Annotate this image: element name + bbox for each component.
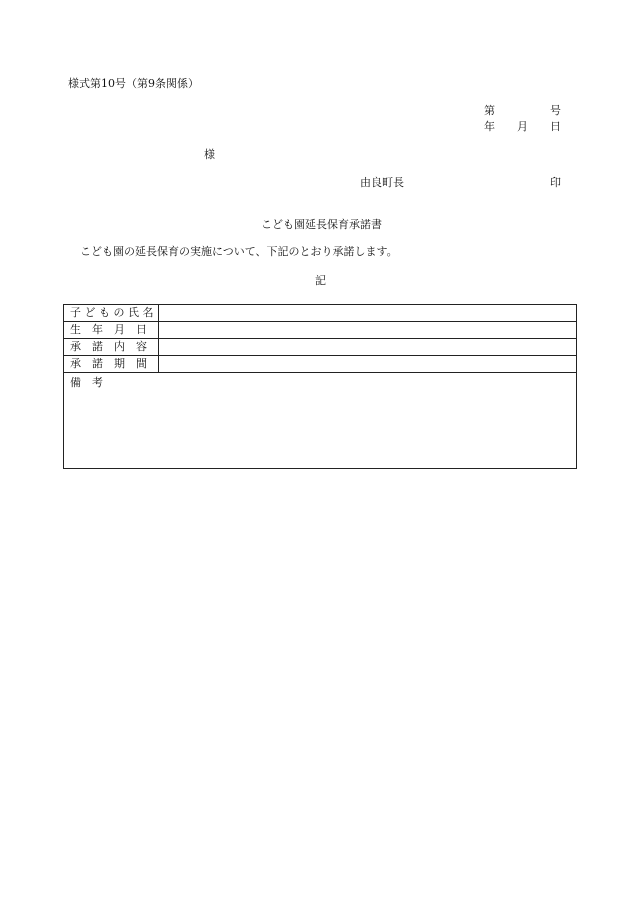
- child-name-field[interactable]: [160, 305, 576, 321]
- table-row-birthdate: [64, 322, 576, 339]
- birthdate-label: 生 年 月 日: [64, 322, 159, 338]
- approval-detail-field[interactable]: [160, 339, 576, 355]
- record-table: [63, 304, 577, 469]
- table-row-child-name: [64, 305, 576, 322]
- approval-detail-label: 承 諾 内 容: [64, 339, 159, 355]
- date-month-label: 月: [517, 120, 528, 133]
- document-number-suffix: 号: [550, 104, 561, 117]
- issuer-title: 由良町長: [360, 176, 404, 189]
- approval-period-label: 承 諾 期 間: [64, 356, 159, 372]
- seal-mark: 印: [550, 176, 561, 189]
- birthdate-field[interactable]: [160, 322, 576, 338]
- table-row-approval-period: [64, 356, 576, 373]
- approval-period-field[interactable]: [160, 356, 576, 372]
- addressee-honorific: 様: [204, 148, 215, 161]
- document-number-label: 第: [484, 104, 495, 117]
- body-text: こども園の延長保育の実施について、下記のとおり承諾します。: [80, 245, 398, 258]
- child-name-label: 子 ど も の 氏 名: [64, 305, 159, 321]
- remarks-label: 備 考: [70, 376, 103, 389]
- document-title: こども園延長保育承諾書: [261, 218, 382, 231]
- date-day-label: 日: [550, 120, 561, 133]
- ki-heading: 記: [315, 274, 326, 287]
- form-number: 様式第10号（第9条関係）: [68, 77, 199, 90]
- date-year-label: 年: [484, 120, 495, 133]
- table-row-approval-detail: [64, 339, 576, 356]
